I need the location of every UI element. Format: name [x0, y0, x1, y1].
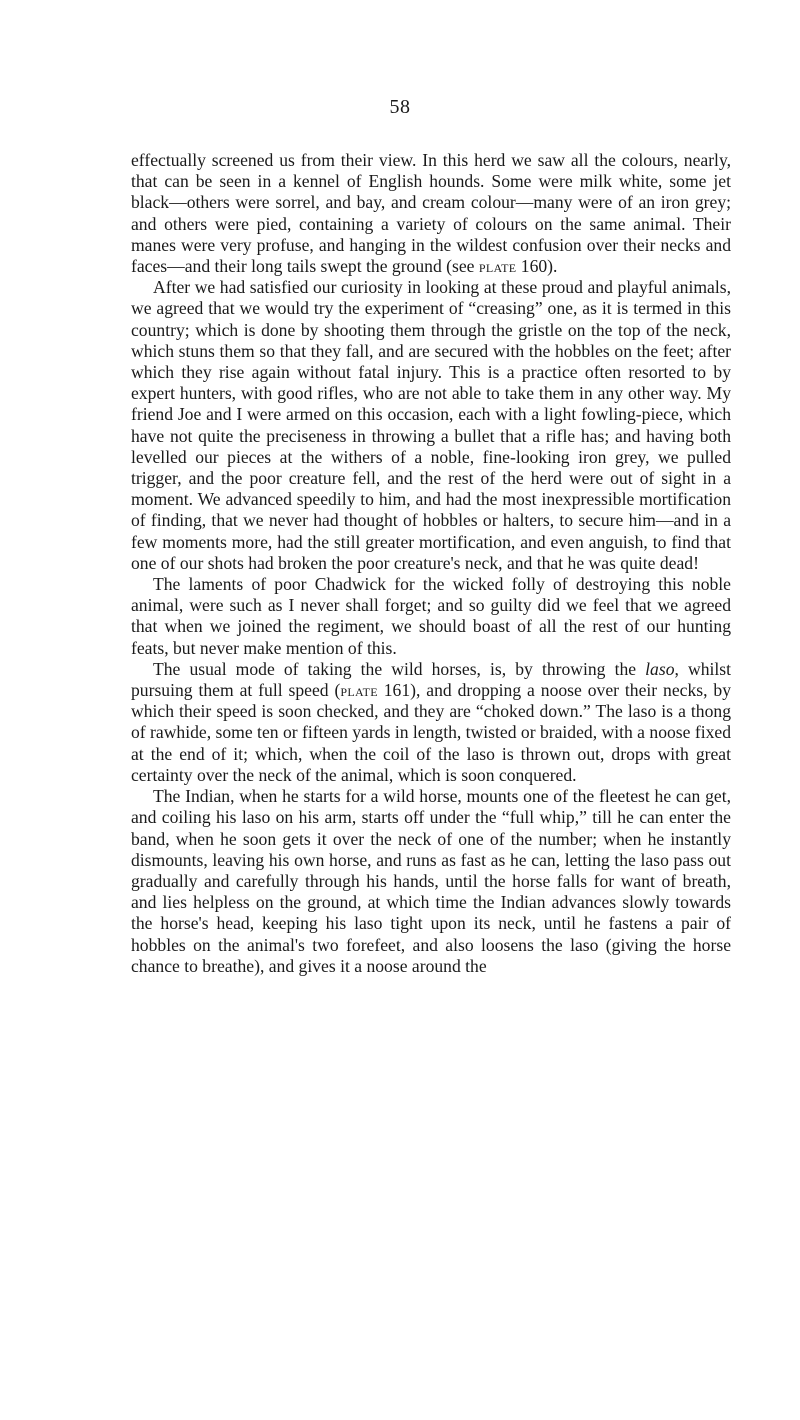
plate-reference: plate — [478, 256, 517, 277]
italic-term: laso — [645, 658, 675, 679]
text-run: 160). — [516, 256, 558, 277]
body-text — [131, 150, 731, 977]
text-run: The laments of poor Chadwick for the wicked folly of destroying this noble animal, were such as I never shall forget; and so guilty did we feel that we agreed that when we joined the regiment, we should boast of all the rest of our hunting feats, but never make mention of this. — [131, 574, 731, 658]
text-run: The Indian, when he starts for a wild horse, mounts one of the fleetest he can get, and coiling his laso on his arm, starts off under the “full whip,” till he can enter the band, when he soon gets it over the neck of one of the number; when he instantly dismounts, leaving his own horse, and runs as fast as he can, letting the laso pass out gradually and carefully through his hands, until the horse falls for want of breath, and lies helpless on the ground, at which time the Indian advances slowly towards the horse's head, keeping his laso tight upon its neck, until he fastens a pair of hobbles on the animal's two forefeet, and also loosens the laso (giving the horse chance to breathe), and gives it a noose around the — [131, 786, 731, 976]
page-number: 58 — [389, 96, 411, 118]
paragraph-1 — [131, 150, 731, 277]
paragraph-5 — [131, 786, 731, 977]
text-run: After we had satisfied our curiosity in looking at these proud and playful animals, we agreed that we would try the experiment of “creasing” one, as it is termed in this country; which is done by shooting them through the gristle on the top of the neck, which stuns them so that they fall, and are secured with the hobbles on the feet; after which they rise again without fatal injury. This is a practice often resorted to by expert hunters, with good rifles, who are not able to take them in any other way. My friend Joe and I were armed on this occasion, each with a light fowling-piece, which have not quite the preciseness in throwing a bullet that a rifle has; and having both levelled our pieces at the withers of a noble, fine-looking iron grey, we pulled trigger, and the poor creature fell, and the rest of the herd were out of sight in a moment. We advanced speedily to him, and had the most inexpressible mortification of finding, that we never had thought of hobbles or halters, to secure him—and in a few moments more, had the still greater mortification, and even anguish, to find that one of our shots had broken the poor creature's neck, and that he was quite dead! — [131, 277, 731, 573]
plate-reference: plate — [340, 680, 378, 701]
text-run: effectually screened us from their view. In this herd we saw all the colours, nearly, that can be seen in a kennel of English hounds. Some were milk white, some jet black—others were sorrel, and bay, and cream colour—many were of an iron grey; and others were pied, containing a variety of colours on the same animal. Their manes were very profuse, and hanging in the wildest confusion over their necks and faces—and their long tails swept the ground (see — [131, 150, 731, 277]
text-run: 161), and dropping a noose over their necks, by which their speed is soon checked, and they are “choked down.” The laso is a thong of rawhide, some ten or fifteen yards in length, twisted or braided, with a noose fixed at the end of it; which, when the coil of the laso is thrown out, drops with great certainty over the neck of the animal, which is soon conquered. — [131, 680, 731, 785]
paragraph-2 — [131, 277, 731, 574]
text-run: The usual mode of taking the wild horses, is, by throwing the — [153, 658, 646, 679]
paragraph-4 — [131, 659, 731, 786]
paragraph-3 — [131, 574, 731, 659]
text-run: , whilst pursuing them at full speed ( — [131, 658, 732, 701]
